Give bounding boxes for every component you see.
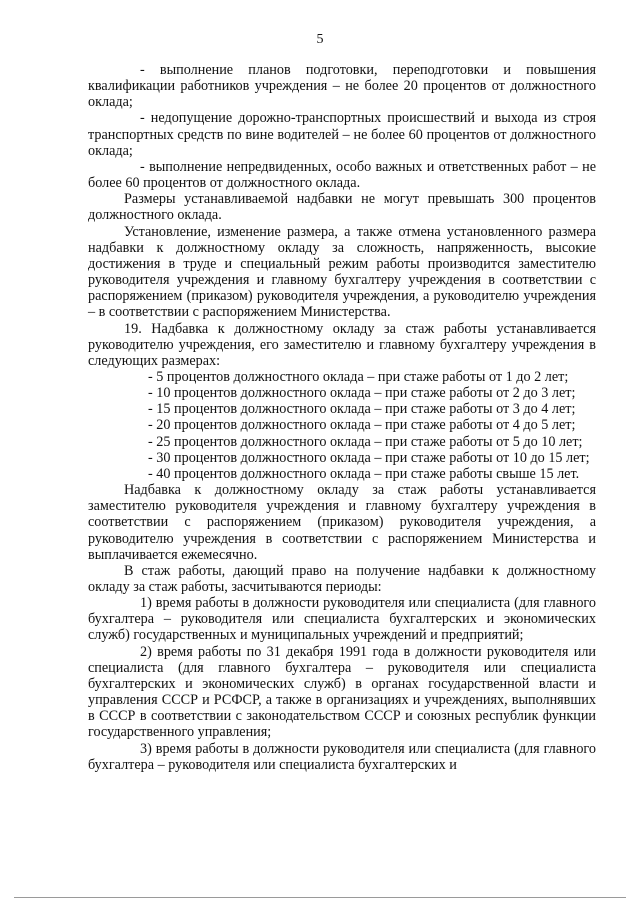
paragraph: Установление, изменение размера, а также отмена установленного размера надбавки к должностному окладу за сложность, напряженность, высокие достижения в труде и специальный режим работы производится заместителю руководителя учреждения и главному бухгалтеру учреждения в соответствии с распоряжением (приказом) руководителя учреждения, а руководителю учреждения – в соответствии с распоряжением Министерства. [88, 223, 596, 321]
paragraph: - недопущение дорожно-транспортных происшествий и выхода из строя транспортных средств по вине водителей – не более 60 процентов от должностного оклада; [88, 110, 596, 159]
paragraph: - выполнение непредвиденных, особо важных и ответственных работ – не более 60 процентов от должностного оклада. [88, 158, 596, 192]
list-item: - 10 процентов должностного оклада – при стаже работы от 2 до 3 лет; [148, 385, 576, 402]
paragraph: 2) время работы по 31 декабря 1991 года в должности руководителя или специалиста (для главного бухгалтера – руководителя или специалиста бухгалтерских и экономических служб) в органах государственной власти и управления СССР и РСФСР, а также в организациях и учреждениях, выполнявших в СССР в соответствии с законодательством СССР и союзных республик функции государственного управления; [88, 643, 596, 741]
paragraph: 19. Надбавка к должностному окладу за стаж работы устанавливается руководителю учреждения, его заместителю и главному бухгалтеру учреждения в следующих размерах: [88, 320, 596, 369]
paragraph: Надбавка к должностному окладу за стаж работы устанавливается заместителю руководителя учреждения и главному бухгалтеру учреждения в соответствии с распоряжением (приказом) руководителя учреждения, а руководителю учреждения в соответствии с распоряжением Министерства и выплачивается ежемесячно. [88, 482, 596, 563]
paragraph: Размеры устанавливаемой надбавки не могут превышать 300 процентов должностного оклада. [88, 191, 596, 224]
document-body [88, 62, 596, 773]
paragraph: 3) время работы в должности руководителя или специалиста (для главного бухгалтера – руководителя или специалиста бухгалтерских и [88, 740, 596, 773]
list-item: - 30 процентов должностного оклада – при стаже работы от 10 до 15 лет; [148, 449, 590, 466]
list-item: - 5 процентов должностного оклада – при стаже работы от 1 до 2 лет; [148, 368, 569, 385]
list-item: - 25 процентов должностного оклада – при стаже работы от 5 до 10 лет; [148, 433, 583, 450]
footer-divider [14, 897, 626, 898]
paragraph: 1) время работы в должности руководителя или специалиста (для главного бухгалтера – руководителя или специалиста бухгалтерских и экономических служб) государственных и муниципальных учреждений и предприятий; [88, 595, 596, 644]
list-item: - 40 процентов должностного оклада – при стаже работы свыше 15 лет. [148, 465, 580, 482]
list-item: - 15 процентов должностного оклада – при стаже работы от 3 до 4 лет; [148, 401, 576, 418]
page-number: 5 [316, 32, 324, 47]
paragraph: - выполнение планов подготовки, переподготовки и повышения квалификации работников учреждения – не более 20 процентов от должностного оклада; [88, 62, 596, 111]
list-item: - 20 процентов должностного оклада – при стаже работы от 4 до 5 лет; [148, 417, 576, 434]
paragraph: В стаж работы, дающий право на получение надбавки к должностному окладу за стаж работы, засчитываются периоды: [88, 562, 596, 595]
